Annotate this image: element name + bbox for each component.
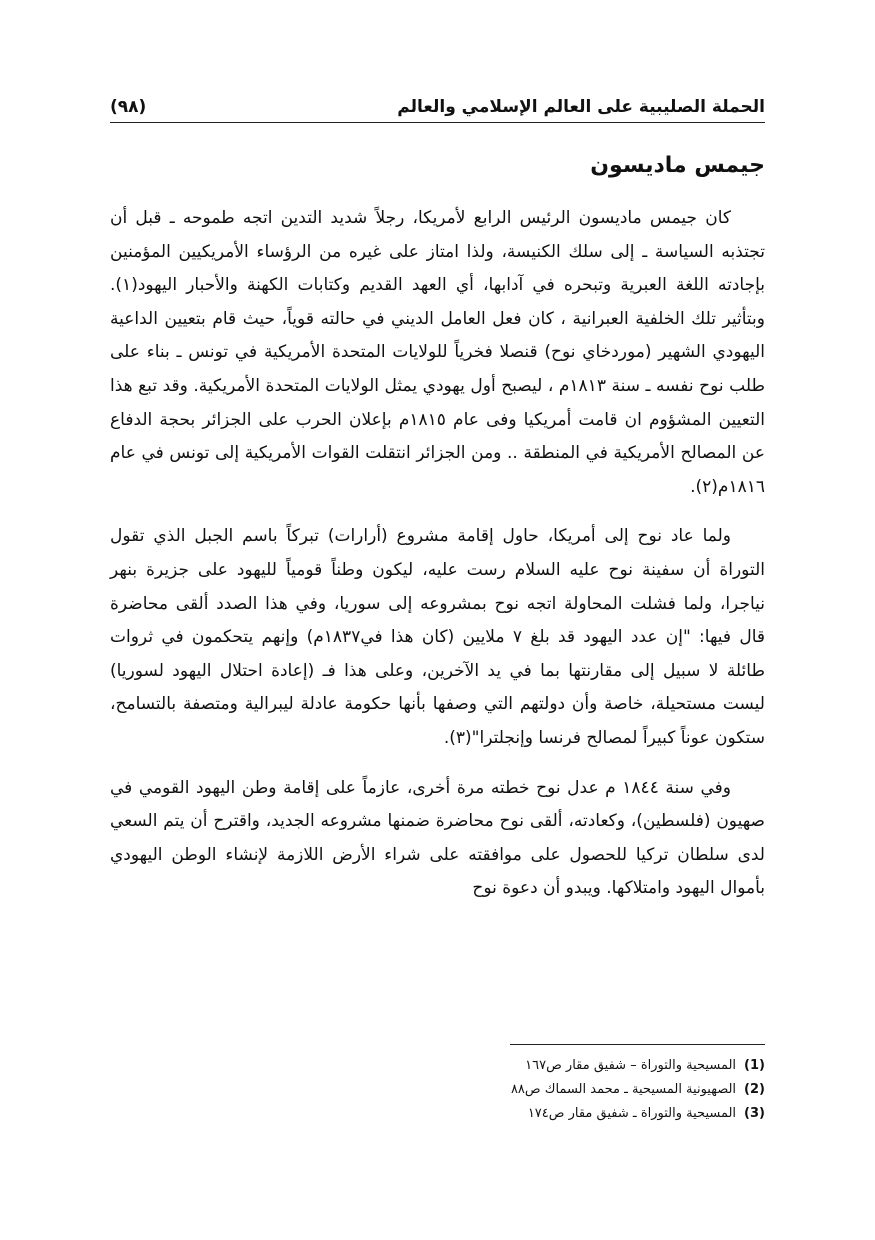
footnote-number: (3)	[744, 1106, 765, 1121]
footnote-2	[445, 1078, 765, 1102]
footnote-text: المسيحية والتوراة ـ شفيق مقار ص١٧٤	[527, 1106, 737, 1121]
footnote-number: (1)	[744, 1058, 765, 1073]
footnote-text: المسيحية والتوراة – شفيق مقار ص١٦٧	[525, 1058, 737, 1073]
footnote-text: الصهيونية المسيحية ـ محمد السماك ص٨٨	[510, 1082, 737, 1097]
footnote-3	[445, 1102, 765, 1126]
body-text	[110, 202, 765, 922]
page-number: (٩٨)	[110, 97, 147, 117]
header-title: الحملة الصليبية على العالم الإسلامي والعالم	[397, 97, 765, 117]
section-title: جيمس ماديسون	[590, 153, 765, 178]
footnote-number: (2)	[744, 1082, 765, 1097]
paragraph-1: كان جيمس ماديسون الرئيس الرابع لأمريكا، رجلاً شديد التدين اتجه طموحه ـ قبل أن تجتذبه السياسة ـ إلى سلك الكنيسة، ولذا امتاز على غيره من الرؤساء الأمريكيين المؤمنين بإجادته اللغة العبرية وتبحره في آدابها، أي العهد القديم وكتابات الكهنة والأحبار اليهود(١). وبتأثير تلك الخلفية العبرانية ، كان فعل العامل الديني في حالته قوياً، حيث قام بتعيين الداعية اليهودي الشهير (موردخاي نوح) قنصلا فخرياً للولايات المتحدة الأمريكية في تونس ـ بناء على طلب نوح نفسه ـ سنة ١٨١٣م ، ليصبح أول يهودي يمثل الولايات المتحدة الأمريكية. وقد تبع هذا التعيين المشؤوم ان قامت أمريكيا وفى عام ١٨١٥م بإعلان الحرب على الجزائر بحجة الدفاع عن المصالح الأمريكية في المنطقة .. ومن الجزائر انتقلت القوات الأمريكية إلى تونس في عام ١٨١٦م(٢).	[110, 208, 765, 497]
footnotes	[445, 1054, 765, 1126]
footnote-divider	[510, 1044, 765, 1045]
paragraph-3: وفي سنة ١٨٤٤ م عدل نوح خطته مرة أخرى، عازماً على إقامة وطن اليهود القومي في صهيون (فلسطين)، وكعادته، ألقى نوح محاضرة ضمنها مشروعه الجديد، واقترح أن يتم السعي لدى سلطان تركيا للحصول على موافقته على شراء الأرض اللازمة لإنشاء الوطن اليهودي بأموال اليهود وامتلاكها. ويبدو أن دعوة نوح	[110, 777, 765, 899]
footnote-1	[445, 1054, 765, 1078]
paragraph-2: ولما عاد نوح إلى أمريكا، حاول إقامة مشروع (أرارات) تبركاً باسم الجبل الذي تقول التوراة أن سفينة نوح عليه السلام رست عليه، ليكون وطناً قومياً لليهود على جزيرة بنهر نياجرا، ولما فشلت المحاولة اتجه نوح بمشروعه إلى سوريا، وفي هذا الصدد ألقى محاضرة قال فيها: "إن عدد اليهود قد بلغ ٧ ملايين (كان هذا في١٨٣٧م) وإنهم يتحكمون في ثروات طائلة لا سبيل إلى مقارنتها بما في يد الآخرين، وعلى هذا فـ (إعادة احتلال اليهود لسوريا) ليست مستحيلة، خاصة وأن دولتهم التي وصفها بأنها حكومة عادلة ليبرالية ومتصفة بالتسامح، ستكون عوناً كبيراً لمصالح فرنسا وإنجلترا"(٣).	[110, 526, 766, 748]
running-header	[110, 88, 765, 123]
